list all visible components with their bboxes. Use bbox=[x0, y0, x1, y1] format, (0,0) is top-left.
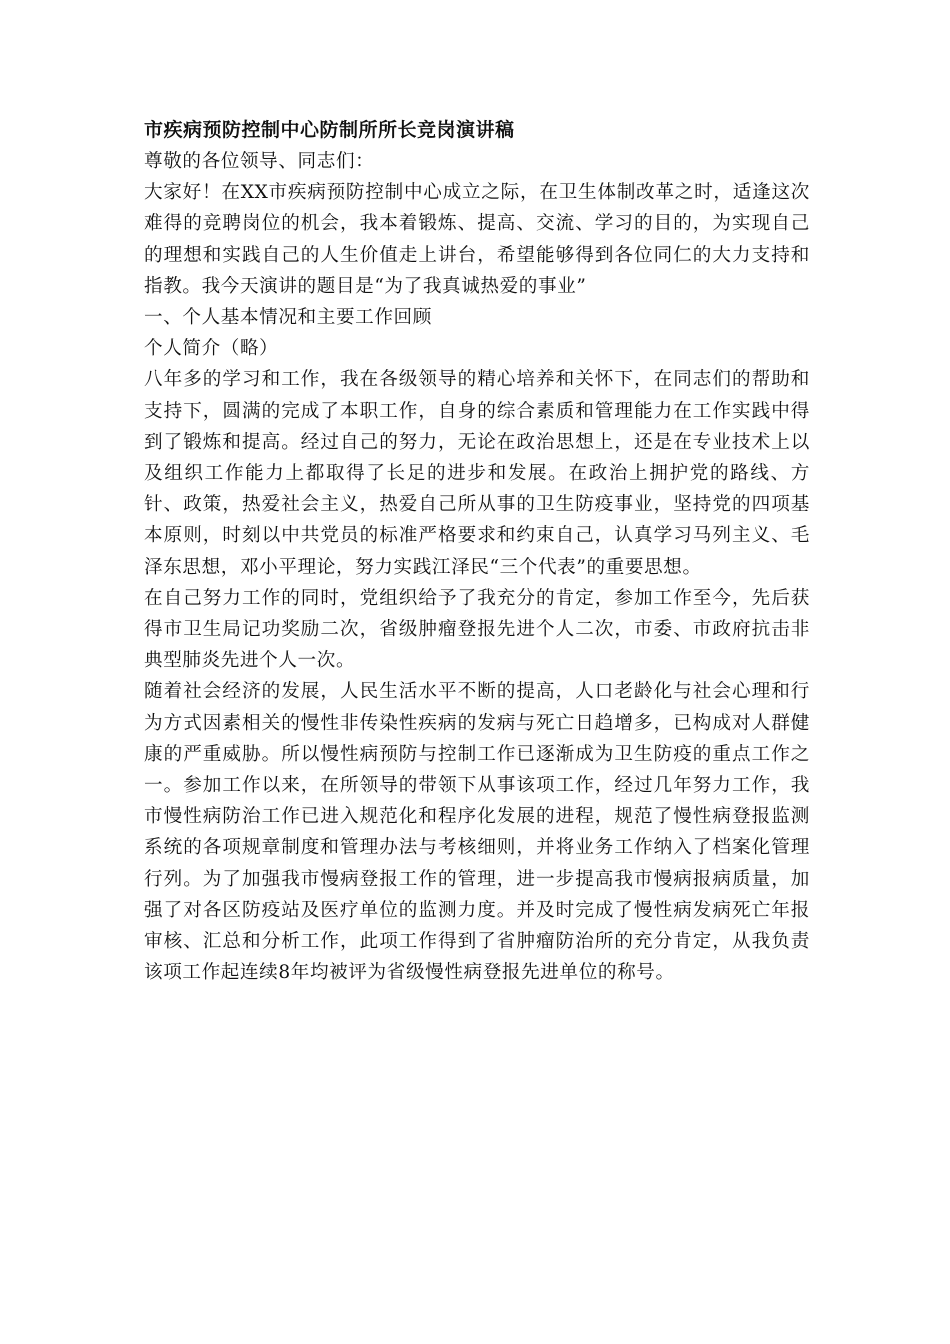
opening-paragraph: 大家好！在XX市疾病预防控制中心成立之际，在卫生体制改革之时，适逢这次难得的竞聘岗位的机会，我本着锻炼、提高、交流、学习的目的，为实现自己的理想和实践自己的人生价值走上讲台，希望能够得到各位同仁的大力支持和指教。我今天演讲的题目是“为了我真诚热爱的事业” bbox=[144, 182, 810, 297]
document-title: 市疾病预防控制中心防制所所长竞岗演讲稿 bbox=[144, 119, 515, 141]
greeting: 尊敬的各位领导、同志们： bbox=[144, 151, 375, 172]
personal-intro: 个人简介（略） bbox=[144, 338, 279, 360]
document-body bbox=[144, 114, 810, 988]
paragraph-work-experience: 八年多的学习和工作，我在各级领导的精心培养和关怀下，在同志们的帮助和支持下，圆满的完成了本职工作，自身的综合素质和管理能力在工作实践中得到了锻炼和提高。经过自己的努力，无论在政治思想上，还是在专业技术上以及组织工作能力上都取得了长足的进步和发展。在政治上拥护党的路线、方针、政策，热爱社会主义，热爱自己所从事的卫生防疫事业，坚持党的四项基本原则，时刻以中共党员的标准严格要求和约束自己，认真学习马列主义、毛泽东思想，邓小平理论，努力实践江泽民“三个代表”的重要思想。 bbox=[144, 369, 810, 578]
section-heading: 一、个人基本情况和主要工作回顾 bbox=[144, 307, 432, 329]
paragraph-chronic-disease-work: 随着社会经济的发展，人民生活水平不断的提高，人口老龄化与社会心理和行为方式因素相关的慢性非传染性疾病的发病与死亡日趋增多，已构成对人群健康的严重威胁。所以慢性病预防与控制工作已逐渐成为卫生防疫的重点工作之一。参加工作以来，在所领导的带领下从事该项工作，经过几年努力工作，我市慢性病防治工作已进入规范化和程序化发展的进程，规范了慢性病登报监测系统的各项规章制度和管理办法与考核细则，并将业务工作纳入了档案化管理行列。为了加强我市慢病登报工作的管理，进一步提高我市慢病报病质量，加强了对各区防疫站及医疗单位的监测力度。并及时完成了慢性病发病死亡年报审核、汇总和分析工作，此项工作得到了省肿瘤防治所的充分肯定，从我负责该项工作起连续8年均被评为省级慢性病登报先进单位的称号。 bbox=[144, 681, 810, 984]
paragraph-awards: 在自己努力工作的同时，党组织给予了我充分的肯定，参加工作至今，先后获得市卫生局记功奖励二次，省级肿瘤登报先进个人二次，市委、市政府抗击非典型肺炎先进个人一次。 bbox=[144, 587, 810, 672]
